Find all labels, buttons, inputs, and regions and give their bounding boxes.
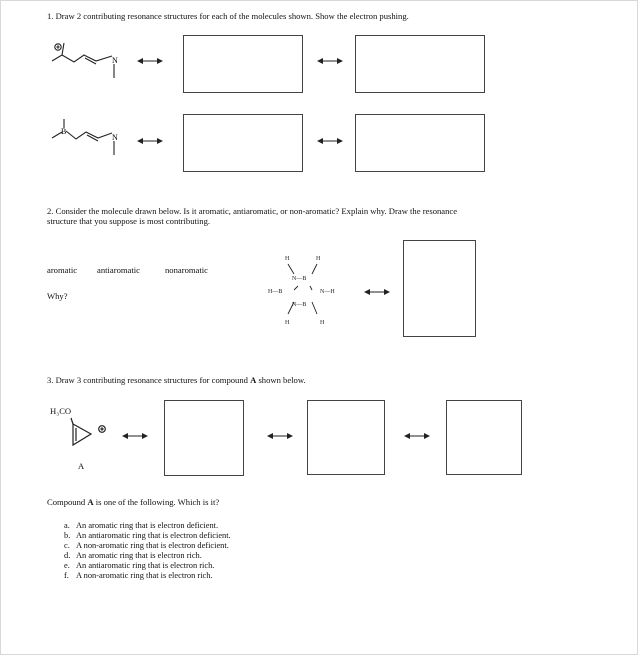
q2-answer-box[interactable] (403, 240, 476, 337)
resonance-arrow-icon (364, 288, 390, 296)
q3-answer-box-1[interactable] (164, 400, 244, 476)
q1-molecule-2 (52, 115, 142, 165)
choice-aromatic[interactable]: aromatic (47, 265, 78, 275)
resonance-arrow-icon (137, 57, 163, 65)
borazine-nh-right: N—H (320, 289, 335, 295)
choice-antiaromatic[interactable]: antiaromatic (97, 265, 140, 275)
q3-prompt: 3. Draw 3 contributing resonance structures for compound A shown below. (47, 375, 306, 385)
option-a[interactable]: a. An aromatic ring that is electron deficient. (64, 521, 219, 530)
borazine-h-bottom-right: H (320, 320, 325, 326)
q3-which-question: Compound A is one of the following. Which is it? (47, 497, 220, 507)
option-f[interactable]: f. A non-aromatic ring that is electron rich. (64, 571, 213, 580)
q1-mol2-n-atom: N (112, 133, 118, 142)
q2-prompt-line2: structure that you suppose is most contributing. (47, 216, 211, 226)
q1-answer-box-2a[interactable] (183, 114, 303, 172)
q1-molecule-1 (52, 38, 142, 88)
borazine-structure (250, 248, 360, 338)
resonance-arrow-icon (317, 57, 343, 65)
borazine-h-bottom-left: H (285, 320, 290, 326)
compound-a-label: A (78, 461, 85, 471)
option-c[interactable]: c. A non-aromatic ring that is electron deficient. (64, 541, 229, 550)
borazine-hb-left: H—B (268, 289, 283, 295)
borazine-h-top-right: H (316, 256, 321, 262)
choice-nonaromatic[interactable]: nonaromatic (165, 265, 208, 275)
option-e[interactable]: e. An antiaromatic ring that is electron rich. (64, 561, 215, 570)
borazine-n-top: N—B (292, 276, 307, 282)
q3-substituent-label: H₃CO (50, 406, 72, 416)
resonance-arrow-icon (404, 432, 430, 440)
resonance-arrow-icon (317, 137, 343, 145)
q1-answer-box-1a[interactable] (183, 35, 303, 93)
q3-answer-box-3[interactable] (446, 400, 522, 475)
q1-mol1-n-atom: N (112, 56, 118, 65)
q1-answer-box-1b[interactable] (355, 35, 485, 93)
borazine-nb-bottom: N—B (292, 302, 307, 308)
q3-answer-box-2[interactable] (307, 400, 385, 475)
resonance-arrow-icon (137, 137, 163, 145)
borazine-h-top-left: H (285, 256, 290, 262)
q2-prompt-line1: 2. Consider the molecule drawn below. Is it aromatic, antiaromatic, or non-aromatic? Explain why. Draw the resonance (47, 206, 458, 216)
cyclopropenyl-cation-structure (58, 414, 118, 454)
resonance-arrow-icon (122, 432, 148, 440)
option-b[interactable]: b. An antiaromatic ring that is electron deficient. (64, 531, 231, 540)
option-d[interactable]: d. An aromatic ring that is electron rich. (64, 551, 202, 560)
q1-prompt: 1. Draw 2 contributing resonance structures for each of the molecules shown. Show the electron pushing. (47, 11, 409, 21)
resonance-arrow-icon (267, 432, 293, 440)
q1-answer-box-2b[interactable] (355, 114, 485, 172)
q1-mol2-b-atom: B (61, 127, 67, 136)
why-label: Why? (47, 291, 68, 301)
